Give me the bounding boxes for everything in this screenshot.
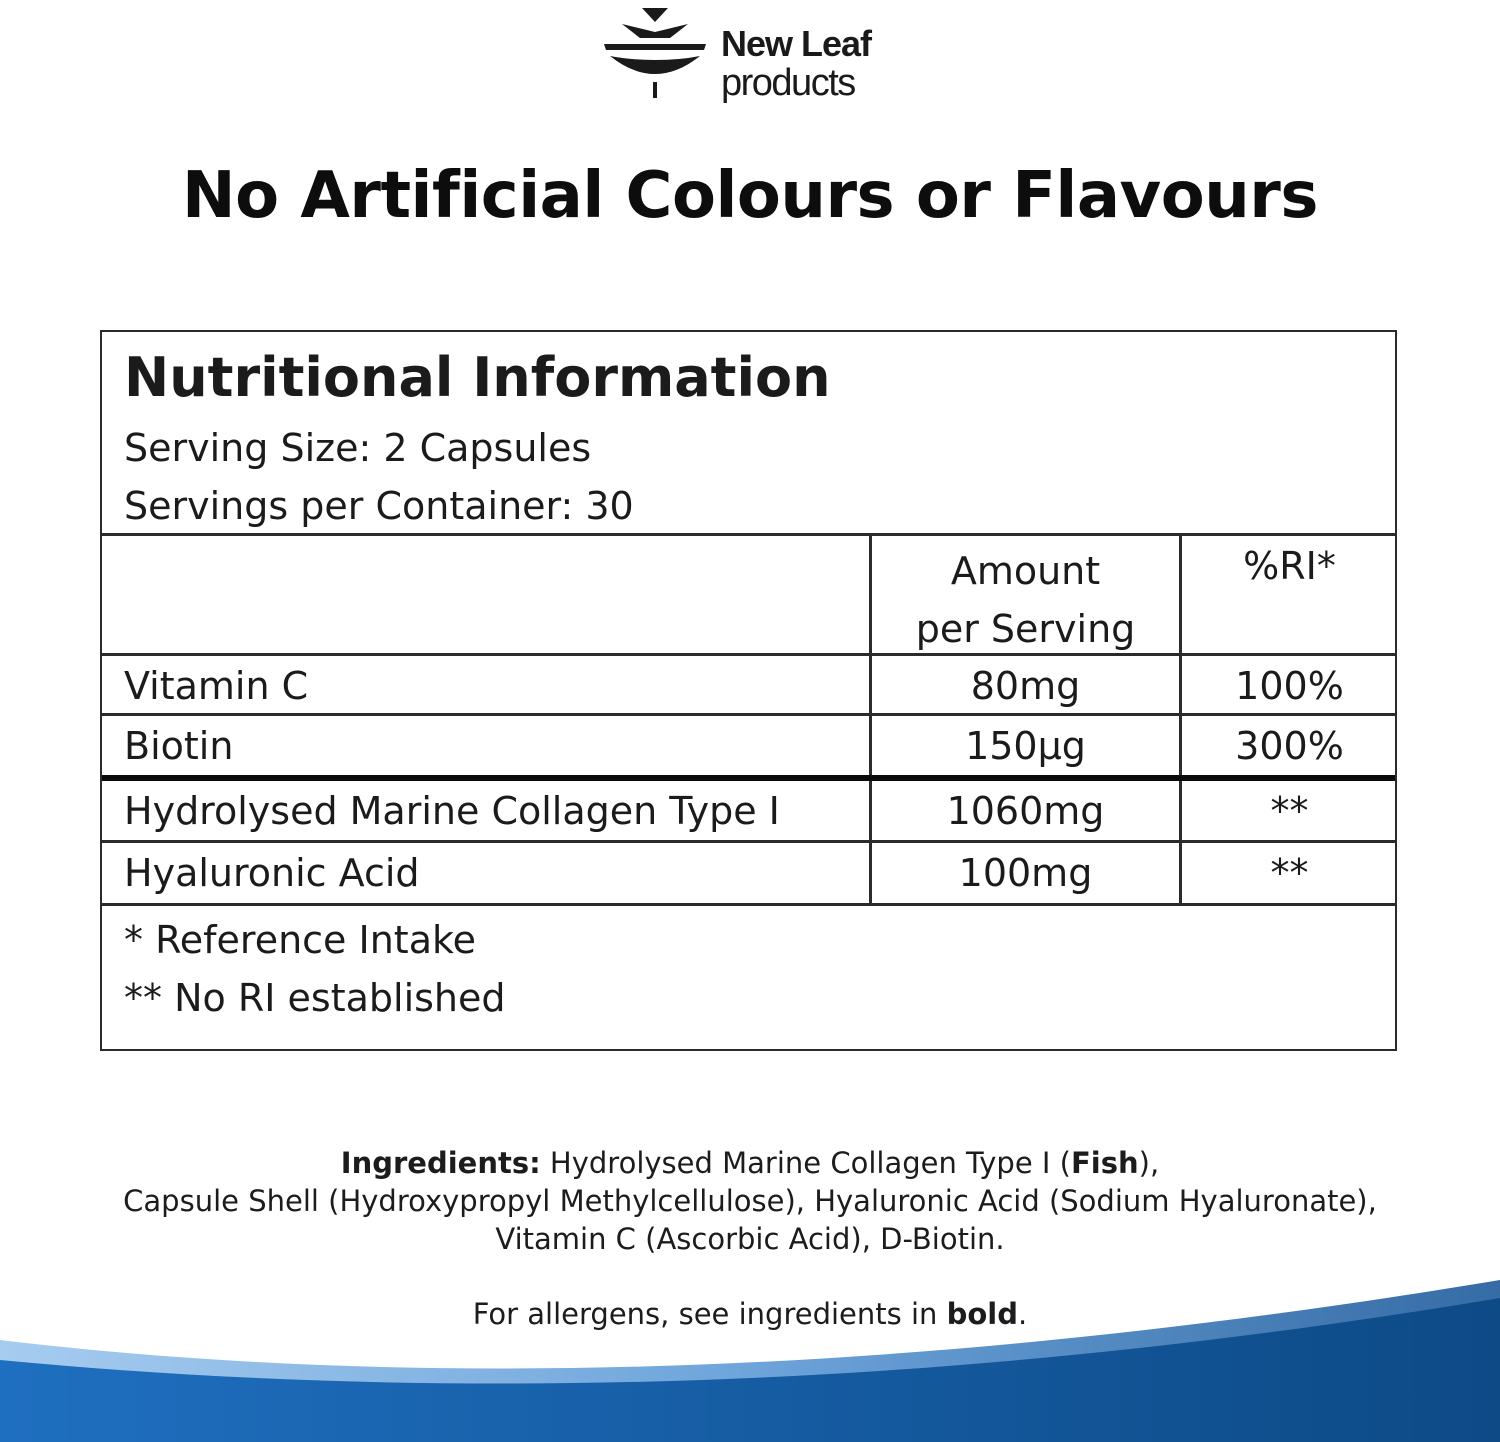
allergen-note-prefix: For allergens, see ingredients in (472, 1297, 947, 1331)
ingredients-label: Ingredients: (340, 1146, 541, 1180)
allergen-note-bold: bold (946, 1297, 1019, 1331)
serving-size: Serving Size: 2 Capsules (124, 426, 592, 470)
ingredients-line-2: Capsule Shell (Hydroxypropyl Methylcellulose), Hyaluronic Acid (Sodium Hyaluronate), (123, 1184, 1377, 1218)
nutrition-table (102, 536, 1395, 906)
header-amount-line2: per Serving (915, 607, 1136, 651)
ingredients-line-3: Vitamin C (Ascorbic Acid), D-Biotin. (495, 1222, 1005, 1256)
headline: No Artificial Colours or Flavours (182, 159, 1318, 233)
header-ri-cell: %RI* (1243, 544, 1336, 588)
allergen-note-suffix: . (1018, 1297, 1028, 1331)
nutrition-panel (100, 330, 1397, 1051)
brand-logo (600, 0, 910, 105)
header-nutrient-cell (102, 536, 872, 653)
table-row (102, 781, 1395, 843)
header-amount-line1: Amount (950, 549, 1101, 593)
servings-per-container: Servings per Container: 30 (124, 484, 634, 528)
ingredients-line1-a: Hydrolysed Marine Collagen Type I ( (540, 1146, 1071, 1180)
nutrient-name: Hyaluronic Acid (102, 843, 872, 903)
table-header-row (102, 536, 1395, 656)
brand-name: New Leaf (721, 23, 872, 64)
nutrient-amount: 100mg (872, 843, 1182, 903)
nutrition-title: Nutritional Information (124, 346, 831, 409)
nutrient-amount: 80mg (872, 656, 1182, 713)
nutrient-ri: 300% (1235, 724, 1344, 768)
leaf-tree-icon (600, 0, 710, 100)
nutrient-ri: ** (1270, 789, 1309, 833)
table-row (102, 656, 1395, 716)
nutrient-amount: 1060mg (872, 781, 1182, 840)
nutrient-amount: 150µg (872, 716, 1182, 775)
nutrient-name: Vitamin C (102, 656, 872, 713)
footnote: * Reference Intake (124, 918, 477, 962)
nutrient-ri: ** (1270, 851, 1309, 895)
ingredients-line1-b: ), (1138, 1146, 1160, 1180)
allergen-fish: Fish (1070, 1146, 1139, 1180)
ingredients-text (0, 1144, 1500, 1258)
header-amount-cell (872, 536, 1182, 653)
nutrient-name: Hydrolysed Marine Collagen Type I (102, 781, 872, 840)
brand-tagline: products (721, 62, 855, 104)
nutrient-name: Biotin (102, 716, 872, 775)
nutrient-ri: 100% (1235, 664, 1344, 708)
allergen-note (0, 1295, 1500, 1333)
nutrition-footnotes (102, 906, 1395, 1049)
nutrition-header (102, 332, 1395, 536)
table-row (102, 843, 1395, 906)
footnote: ** No RI established (124, 976, 506, 1020)
table-row (102, 716, 1395, 781)
ingredients-line-1 (0, 1144, 1500, 1182)
